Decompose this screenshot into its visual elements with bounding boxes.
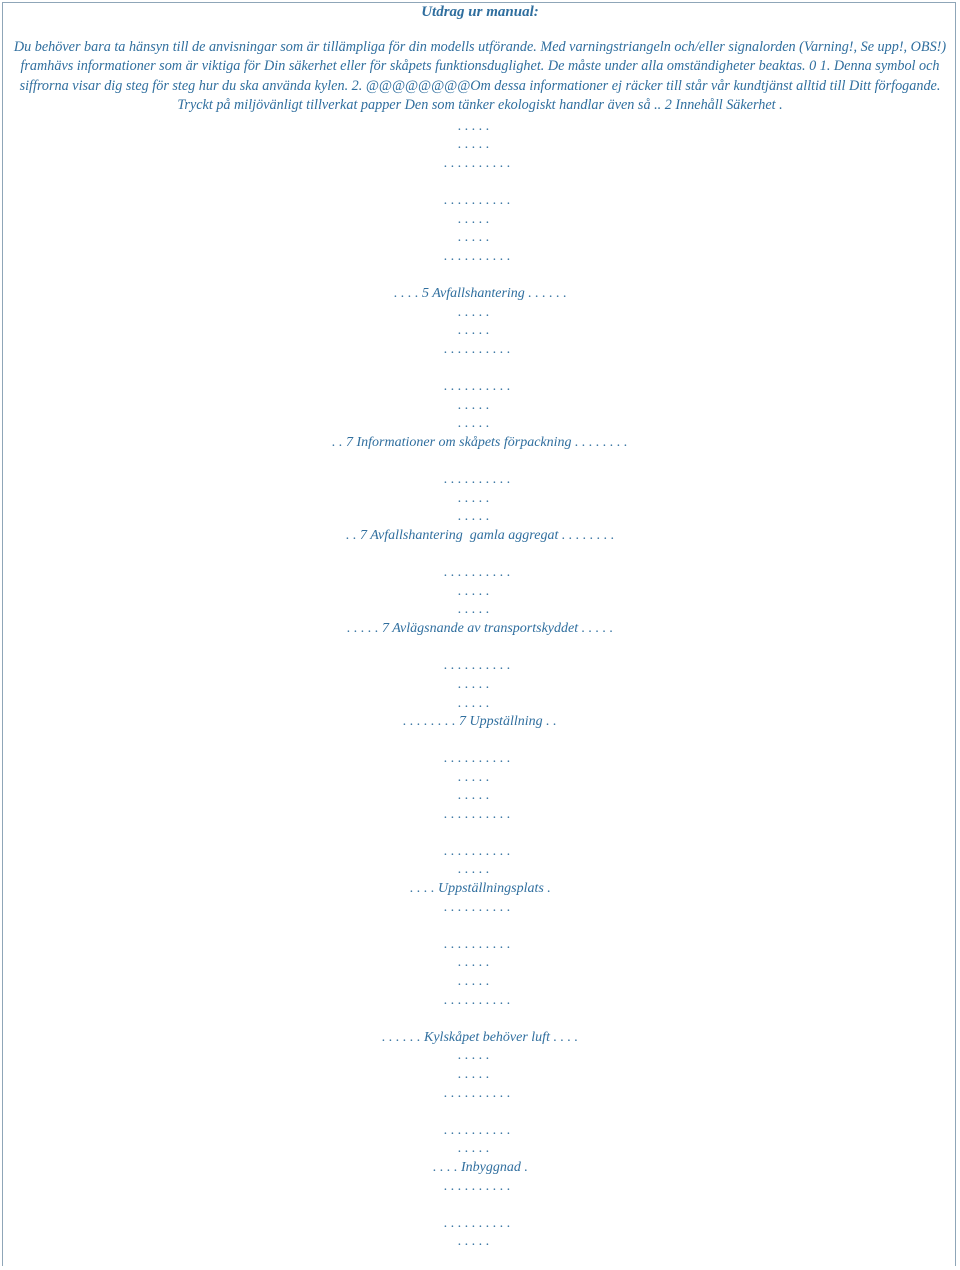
toc-line: . . . . . — [458, 974, 490, 989]
toc-line: . . . . Inbyggnad . — [433, 1160, 528, 1175]
toc-line: . . . . Uppställningsplats . — [410, 881, 551, 896]
toc-line: . . 7 Avfallshantering gamla aggregat . . . . . . . . — [346, 528, 615, 543]
toc-line: . . . . . . . . . . — [444, 937, 511, 952]
toc-line: . . . . . . . . . . — [444, 156, 511, 171]
toc-line: . . . . . . . . . . — [444, 193, 511, 208]
toc-line: . . . . . — [458, 398, 490, 413]
toc-line: . . . . . — [458, 1141, 490, 1156]
toc-line: . . . . . — [458, 491, 490, 506]
toc-line: . . . . . . . . . . — [444, 249, 511, 264]
intro-paragraph: Du behöver bara ta hänsyn till de anvisningar som är tillämpliga för din modells utförande. Med varningstriangeln och/eller signalorden (Varning!, Se upp!, OBS!) framhävs informationer som är viktiga för Din säkerhet eller för skåpets funktionsduglighet. De måste under alla omständigheter beaktas. 0 1. Denna symbol och siffrorna visar dig steg för steg hur du ska använda kylen. 2. @@@@@@@@Om dessa informationer ej räcker till står vår kundtjänst alltid till Ditt förfogande. Tryckt på miljövänligt tillverkat papper Den som tänker ekologiskt handlar även så .. 2 Innehåll Säkerhet . — [13, 39, 947, 114]
toc-line: . . . . . . . . . . — [444, 472, 511, 487]
toc-line: . . 7 Informationer om skåpets förpackning . . . . . . . . — [332, 435, 628, 450]
toc-line: . . . . . — [458, 212, 490, 227]
toc-line: . . . . . . . . . . — [444, 751, 511, 766]
toc-line: . . . . . — [458, 119, 490, 134]
toc-line: . . . . . — [458, 1234, 490, 1249]
toc-line: . . . . . . . . . . — [444, 1086, 511, 1101]
toc-line: . . . . . . . . . . — [444, 1179, 511, 1194]
toc-line: . . . . . . Kylskåpet behöver luft . . . . — [382, 1030, 578, 1045]
toc-line: . . . . . — [458, 602, 490, 617]
toc-line: . . . . . — [458, 955, 490, 970]
toc-line: . . . . . . . . . . — [444, 379, 511, 394]
toc-line: . . . . . — [458, 862, 490, 877]
toc-line: . . . . . — [458, 677, 490, 692]
toc-line: . . . . 5 Avfallshantering . . . . . . — [394, 286, 567, 301]
toc-line: . . . . . . . . . . — [444, 1123, 511, 1138]
toc-line: . . . . . . . . . . — [444, 993, 511, 1008]
toc-line: . . . . . — [458, 509, 490, 524]
toc-line: . . . . . — [458, 770, 490, 785]
toc-line: . . . . . — [458, 1067, 490, 1082]
toc-line: . . . . . . . . . . — [444, 1216, 511, 1231]
toc-line: . . . . . — [458, 788, 490, 803]
toc-line: . . . . . . . . . . — [444, 565, 511, 580]
toc-line: . . . . . — [458, 584, 490, 599]
toc-line: . . . . . . . . . . — [444, 658, 511, 673]
toc-line: . . . . . — [458, 323, 490, 338]
toc-line: . . . . . . . . . . — [444, 844, 511, 859]
toc-line: . . . . . — [458, 1048, 490, 1063]
page-title: Utdrag ur manual: — [421, 4, 539, 20]
toc-line: . . . . . . . . . . — [444, 900, 511, 915]
toc-line: . . . . . — [458, 416, 490, 431]
toc-line: . . . . . — [458, 305, 490, 320]
toc-line: . . . . . — [458, 137, 490, 152]
toc-line: . . . . . . . . 7 Uppställning . . — [403, 714, 557, 729]
toc-line: . . . . . 7 Avlägsnande av transportskyddet . . . . . — [347, 621, 614, 636]
toc-line: . . . . . . . . . . — [444, 807, 511, 822]
toc-line: . . . . . — [458, 696, 490, 711]
toc-line: . . . . . . . . . . — [444, 342, 511, 357]
toc-line: . . . . . — [458, 230, 490, 245]
